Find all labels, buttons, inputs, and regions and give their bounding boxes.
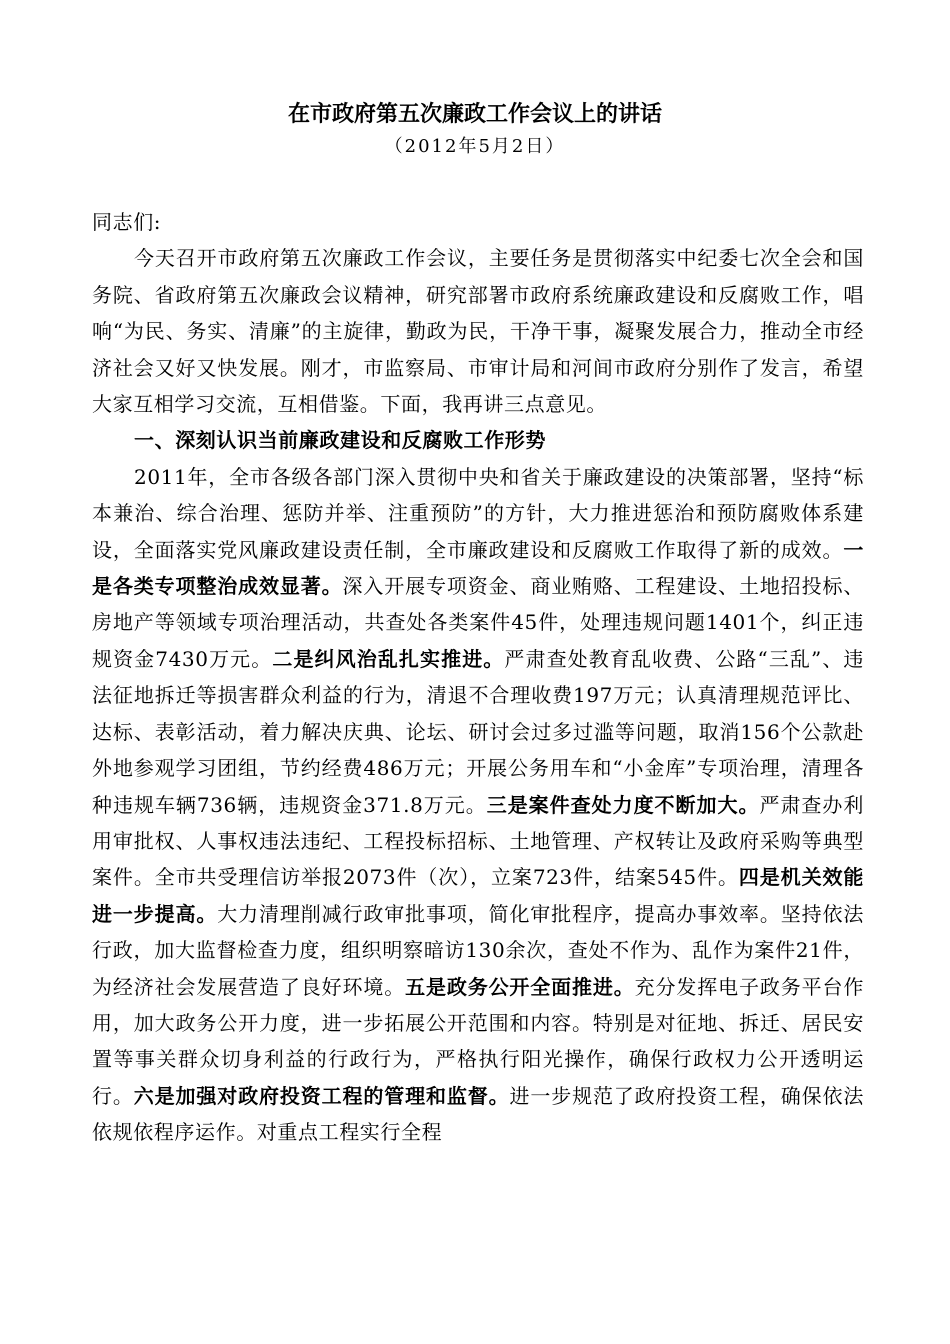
section-1-paragraph xyxy=(92,459,864,1151)
para-text-6: 充分发挥电子政务平台作用，加大政务公开力度，进一步拓展公开范围和内容。特别是对征地、拆迁、居民安置等事关群众切身利益的行政行为，严格执行阳光操作，确保行政权力公开透明运行。 xyxy=(92,974,864,1108)
point-heading-5: 五是政务公开全面推进。 xyxy=(405,974,635,999)
point-heading-3: 三是案件查处力度不断加大。 xyxy=(486,792,760,817)
point-heading-6: 六是加强对政府投资工程的管理和监督。 xyxy=(133,1083,510,1108)
point-heading-4: 四是机关效能进一步提高。 xyxy=(92,865,864,926)
document-date: （2012年5月2日） xyxy=(384,136,566,157)
intro-paragraph: 今天召开市政府第五次廉政工作会议，主要任务是贯彻落实中纪委七次全会和国务院、省政府第五次廉政会议精神，研究部署市政府系统廉政建设和反腐败工作，唱响“为民、务实、清廉”的主旋律，勤政为民，干净干事，凝聚发展合力，推动全市经济社会又好又快发展。刚才，市监察局、市审计局和河间市政府分别作了发言，希望大家互相学习交流，互相借鉴。下面，我再讲三点意见。 xyxy=(92,246,864,417)
para-text-5: 大力清理削减行政审批事项，简化审批程序，提高办事效率。坚持依法行政，加大监督检查力度，组织明察暗访130余次，查处不作为、乱作为案件21件，为经济社会发展营造了良好环境。 xyxy=(92,901,864,999)
document-body xyxy=(92,204,864,1151)
document-title: 在市政府第五次廉政工作会议上的讲话 xyxy=(287,101,662,127)
point-heading-2: 二是纠风治乱扎实推进。 xyxy=(272,646,505,671)
salutation: 同志们: xyxy=(92,210,162,234)
para-text-2: 深入开展专项资金、商业贿赂、工程建设、土地招投标、房地产等领域专项治理活动，共查处各类案件45件，处理违规问题1401个，纠正违规资金7430万元。 xyxy=(92,574,864,671)
para-text-7: 进一步规范了政府投资工程，确保依法依规依程序运作。对重点工程实行全程 xyxy=(92,1083,864,1145)
para-text-3: 严肃查处教育乱收费、公路“三乱”、违法征地拆迁等损害群众利益的行为，清退不合理收费197万元；认真清理规范评比、达标、表彰活动，着力解决庆典、论坛、研讨会过多过滥等问题，取消156个公款赴外地参观学习团组，节约经费486万元；开展公务用车和“小金库”专项治理，清理各种违规车辆736辆，违规资金371.8万元。 xyxy=(92,646,865,817)
para-text-1: 2011年，全市各级各部门深入贯彻中央和省关于廉政建设的决策部署，坚持“标本兼治、综合治理、惩防并举、注重预防”的方针，大力推进惩治和预防腐败体系建设，全面落实党风廉政建设责任制，全市廉政建设和反腐败工作取得了新的成效。 xyxy=(92,464,864,562)
section-heading-1: 一、深刻认识当前廉政建设和反腐败工作形势 xyxy=(134,428,546,453)
para-text-4: 严肃查办利用审批权、人事权违法违纪、工程投标招标、土地管理、产权转让及政府采购等典型案件。全市共受理信访举报2073件（次），立案723件，结案545件。 xyxy=(92,792,864,890)
point-heading-1: 一是各类专项整治成效显著。 xyxy=(92,537,864,599)
